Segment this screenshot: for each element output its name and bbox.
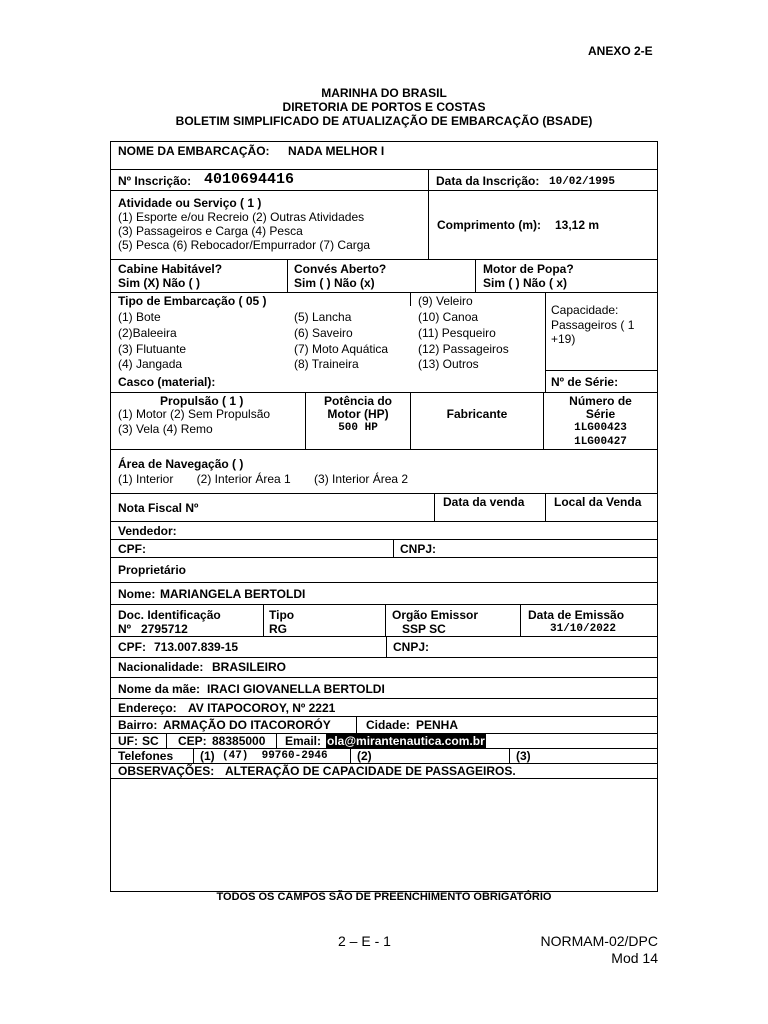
email-value[interactable]: ola@mirantenautica.com.br [327, 734, 485, 748]
vendedor-label: Vendedor: [118, 524, 177, 538]
cpf-vendedor-label: CPF: [118, 542, 146, 556]
atividade-label: Atividade ou Serviço ( 1 ) [118, 196, 262, 210]
tipo-option: (9) Veleiro [418, 294, 473, 308]
tipo-option: (11) Pesqueiro [418, 326, 496, 340]
tipo-option: (6) Saveiro [294, 326, 353, 340]
cabine-value[interactable]: Sim (X) Não ( ) [118, 276, 201, 290]
org-name: MARINHA DO BRASIL [321, 86, 447, 100]
area-navegacao-label: Área de Navegação ( ) [118, 457, 244, 471]
cep-label: CEP: [178, 734, 207, 748]
tipo-option: (4) Jangada [118, 357, 183, 371]
numero-serie-label: Número de [569, 394, 632, 408]
doc-identificacao-value[interactable]: Nº 2795712 [118, 622, 188, 636]
orgao-emissor-value[interactable]: SSP SC [402, 622, 446, 636]
page-number: 2 – E - 1 [338, 933, 391, 949]
endereco-value[interactable]: AV ITAPOCOROY, Nº 2221 [188, 701, 336, 715]
tipo-option: (5) Lancha [294, 310, 352, 324]
data-emissao-label: Data de Emissão [528, 608, 625, 622]
telefone2-label: (2) [357, 749, 372, 763]
nacionalidade-label: Nacionalidade: [118, 660, 204, 674]
nome-mae-value[interactable]: IRACI GIOVANELLA BERTOLDI [207, 682, 385, 696]
fabricante-label: Fabricante [446, 407, 508, 421]
cep-value[interactable]: 88385000 [212, 734, 266, 748]
tipo-option: (8) Traineira [294, 357, 359, 371]
nome-value[interactable]: MARIANGELA BERTOLDI [160, 587, 306, 601]
capacidade-label: Capacidade: [551, 303, 619, 317]
nota-fiscal-label: Nota Fiscal Nº [118, 501, 199, 515]
tipo-option: (12) Passageiros [418, 342, 509, 356]
inscricao-label: Nº Inscrição: [118, 174, 192, 188]
doc-identificacao-label: Doc. Identificação [118, 608, 221, 622]
nacionalidade-value[interactable]: BRASILEIRO [212, 660, 287, 674]
local-venda-label: Local da Venda [554, 495, 642, 509]
data-inscricao-value[interactable]: 10/02/1995 [549, 176, 616, 188]
form-title: BOLETIM SIMPLIFICADO DE ATUALIZAÇÃO DE EMBARCAÇÃO (BSADE) [175, 114, 593, 128]
endereco-label: Endereço: [118, 701, 177, 715]
telefone3-label: (3) [516, 749, 531, 763]
observacoes-label: OBSERVAÇÕES: [118, 764, 215, 778]
capacidade-value[interactable]: Passageiros ( 1 [551, 318, 635, 332]
comprimento-value[interactable]: 13,12 m [555, 218, 600, 232]
data-emissao-value[interactable]: 31/10/2022 [550, 623, 617, 635]
numero-serie-value[interactable]: 1LG00423 [574, 422, 627, 434]
tipo-option: (7) Moto Aquática [294, 342, 389, 356]
casco-label: Casco (material): [118, 375, 216, 389]
propulsao-label: Propulsão ( 1 ) [160, 394, 244, 408]
numero-serie-label-line2: Série [585, 407, 616, 421]
capacidade-value-cont[interactable]: +19) [551, 332, 576, 346]
cnpj-label: CNPJ: [393, 640, 430, 654]
tipo-embarcacao-label: Tipo de Embarcação ( 05 ) [118, 294, 267, 308]
mandatory-note: TODOS OS CAMPOS SÃO DE PREENCHIMENTO OBRIGATÓRIO [216, 891, 552, 903]
annex-label: ANEXO 2-E [588, 44, 653, 58]
org-directorate: DIRETORIA DE PORTOS E COSTAS [282, 100, 486, 114]
cidade-label: Cidade: [366, 718, 411, 732]
serie-label: Nº de Série: [551, 375, 619, 389]
potencia-label-line2: Motor (HP) [327, 407, 389, 421]
data-venda-label: Data da venda [443, 495, 525, 509]
uf-value[interactable]: SC [142, 734, 159, 748]
tipo-option: (2)Baleeira [118, 326, 177, 340]
atividade-option: (5) Pesca (6) Rebocador/Empurrador (7) Carga [118, 238, 371, 252]
norm-code: NORMAM-02/DPC [540, 933, 658, 949]
uf-label: UF: [118, 734, 138, 748]
email-label: Email: [285, 734, 322, 748]
data-inscricao-label: Data da Inscrição: [436, 174, 540, 188]
orgao-emissor-label: Orgão Emissor [392, 608, 479, 622]
area-navegacao-options: (1) Interior (2) Interior Área 1 (3) Interior Área 2 [118, 472, 409, 486]
cidade-value[interactable]: PENHA [416, 718, 459, 732]
conves-value[interactable]: Sim ( ) Não (x) [294, 276, 375, 290]
atividade-option: (3) Passageiros e Carga (4) Pesca [118, 224, 303, 238]
nome-mae-label: Nome da mãe: [118, 682, 201, 696]
inscricao-value[interactable]: 4010694416 [204, 171, 295, 188]
conves-label: Convés Aberto? [294, 262, 387, 276]
mod-code: Mod 14 [611, 950, 658, 966]
cpf-value[interactable]: 713.007.839-15 [154, 640, 239, 654]
cabine-label: Cabine Habitável? [118, 262, 223, 276]
tipo-option: (10) Canoa [418, 310, 479, 324]
tipo-doc-label: Tipo [269, 608, 295, 622]
motor-popa-label: Motor de Popa? [483, 262, 574, 276]
propulsao-option: (3) Vela (4) Remo [118, 422, 213, 436]
tipo-option: (3) Flutuante [118, 342, 187, 356]
motor-popa-value[interactable]: Sim ( ) Não ( x) [483, 276, 568, 290]
nome-label: Nome: [118, 587, 156, 601]
potencia-value[interactable]: 500 HP [338, 422, 378, 434]
cnpj-vendedor-label: CNPJ: [400, 542, 437, 556]
observacoes-value[interactable]: ALTERAÇÃO DE CAPACIDADE DE PASSAGEIROS. [225, 764, 516, 778]
tipo-option: (1) Bote [118, 310, 161, 324]
potencia-label: Potência do [323, 394, 392, 408]
comprimento-label: Comprimento (m): [437, 218, 541, 232]
bairro-label: Bairro: [118, 718, 158, 732]
proprietario-label: Proprietário [118, 563, 187, 577]
telefones-label: Telefones [118, 749, 174, 763]
bairro-value[interactable]: ARMAÇÃO DO ITACORORÓY [163, 718, 331, 732]
numero-serie-value[interactable]: 1LG00427 [574, 436, 627, 448]
tipo-option: (13) Outros [418, 357, 479, 371]
telefone1-value[interactable]: (47) 99760-2946 [222, 750, 328, 762]
vessel-name-value[interactable]: NADA MELHOR I [288, 144, 385, 158]
vessel-name-label: NOME DA EMBARCAÇÃO: [118, 144, 270, 158]
tipo-doc-value[interactable]: RG [269, 622, 287, 636]
atividade-option: (1) Esporte e/ou Recreio (2) Outras Atividades [118, 210, 365, 224]
cpf-label: CPF: [118, 640, 146, 654]
telefone1-label: (1) [200, 749, 215, 763]
propulsao-option: (1) Motor (2) Sem Propulsão [118, 407, 271, 421]
